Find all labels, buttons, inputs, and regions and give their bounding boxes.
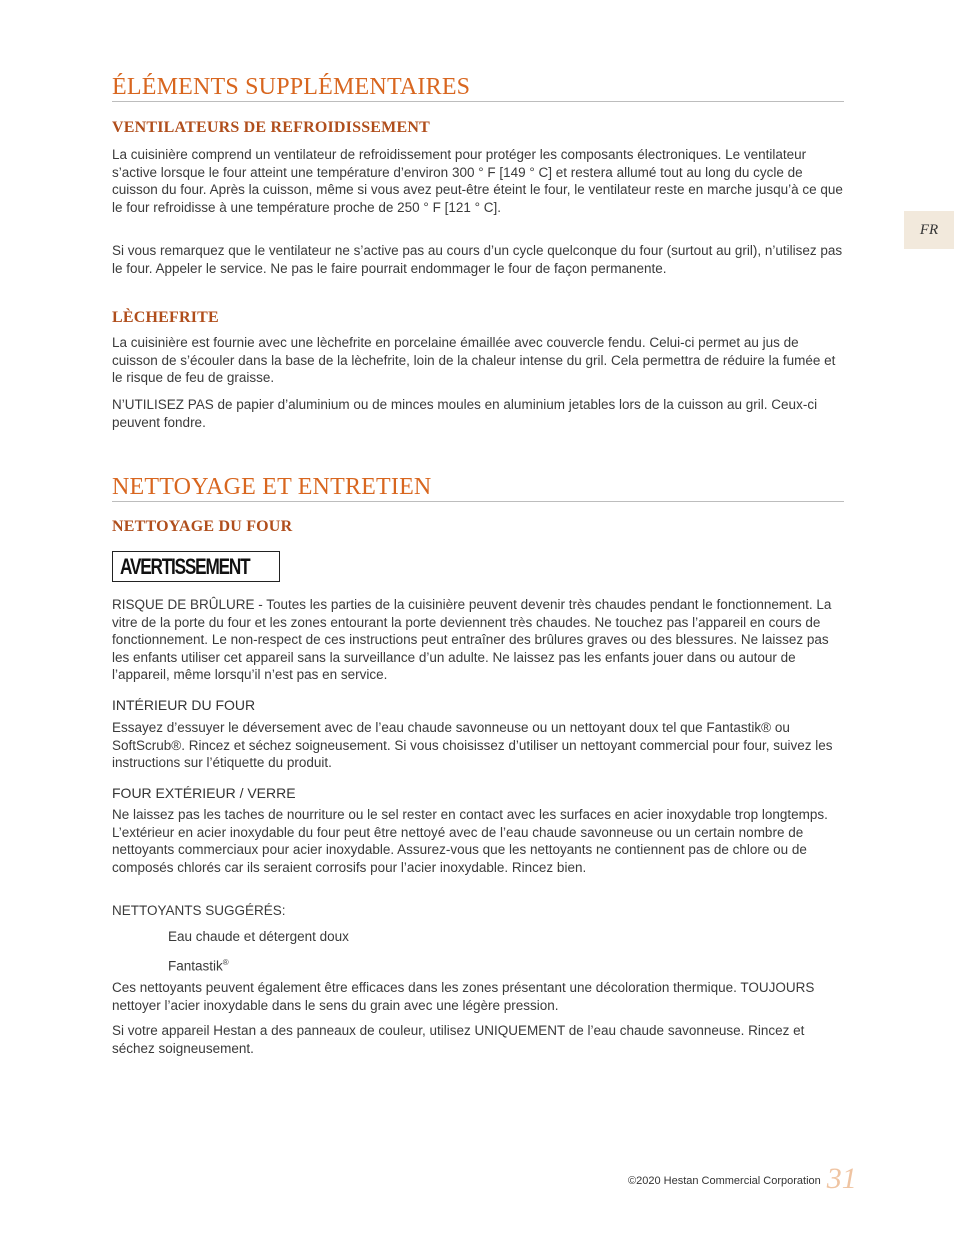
paragraph-panneaux-couleur: Si votre appareil Hestan a des panneaux de couleur, utilisez UNIQUEMENT de l’eau chaude savonneuse. Rincez et séchez soigneusement. (112, 1023, 805, 1056)
section-title-elements (112, 74, 844, 102)
paragraph-exterieur: Ne laissez pas les taches de nourriture ou le sel rester en contact avec les surfaces en acier inoxydable trop longtemps. L’extérieur en acier inoxydable du four peut être nettoyé avec de l’eau chaude savonneuse ou un certain nombre de nettoyants commerciaux pour acier inoxydable. Assurez-vous que les nettoyants ne contiennent pas de chlore ou de composés chlorés car ils seraient corrosifs pour l’acier inoxydable. Rincez bien. (112, 807, 828, 875)
warning-box (112, 551, 280, 582)
paragraph-interieur: Essayez d’essuyer le déversement avec de l’eau chaude savonneuse ou un nettoyant doux tel que Fantastik® ou SoftScrub®. Rincez et séchez soigneusement. Si vous choisissez d’utiliser un nettoyant commercial pour four, suivez les instructions sur l’étiquette du produit. (112, 720, 833, 771)
page-number: 31 (826, 1162, 857, 1195)
paragraph-lechefrite-2: N’UTILISEZ PAS de papier d’aluminium ou de minces moules en aluminium jetables lors de la cuisson au gril. Ceux-ci peuvent fondre. (112, 397, 818, 430)
warning-label: AVERTISSEMENT (120, 553, 250, 579)
heading-interieur-four: INTÉRIEUR DU FOUR (112, 697, 256, 713)
heading-nettoyage-four: NETTOYAGE DU FOUR (112, 518, 293, 535)
heading-lechefrite: LÈCHEFRITE (112, 309, 219, 326)
suggested-cleaners-label: NETTOYANTS SUGGÉRÉS: (112, 903, 286, 918)
language-tab (904, 211, 954, 249)
paragraph-ventilateurs-1: La cuisinière comprend un ventilateur de refroidissement pour protéger les composants électroniques. Le ventilateur s’active lorsque le four atteint une température d’environ 300 ° F [149 ° C] et restera allumé tout au long du cycle de cuisson du four. Après la cuisson, même si vous avez peut-être éteint le four, le ventilateur reste en marche jusqu’à ce que le four refroidisse à une température proche de 250 ° F [121 ° C]. (112, 147, 843, 215)
paragraph-nettoyants-efficaces: Ces nettoyants peuvent également être efficaces dans les zones présentant une décoloration thermique. TOUJOURS nettoyer l’acier inoxydable dans le sens du grain avec une légère pression. (112, 980, 815, 1013)
heading-four-exterieur: FOUR EXTÉRIEUR / VERRE (112, 785, 296, 801)
page-footer (628, 1164, 888, 1194)
paragraph-ventilateurs-2: Si vous remarquez que le ventilateur ne s’active pas au cours d’un cycle quelconque du four (surtout au gril), n’utilisez pas le four. Appeler le service. Ne pas le faire pourrait endommager le four de façon permanente. (112, 243, 843, 276)
heading-nettoyage-entretien: NETTOYAGE ET ENTRETIEN (112, 474, 844, 502)
list-item-fantastik-text: Fantastik (168, 958, 223, 974)
paragraph-lechefrite-1: La cuisinière est fournie avec une lèchefrite en porcelaine émaillée avec couvercle fendu. Celui-ci permet au jus de cuisson de s’écouler dans la base de la lèchefrite, loin de la chaleur intense du gril. Cela permettra de réduire la fumée et le risque de feu de graisse. (112, 335, 836, 386)
paragraph-warning: RISQUE DE BRÛLURE - Toutes les parties de la cuisinière peuvent devenir très chaudes pendant le fonctionnement. La vitre de la porte du four et les zones entourant la porte deviennent très chaudes. Ne touchez pas l’appareil en cours de fonctionnement. Le non-respect de ces instructions peut entraîner des brûlures graves ou des blessures. Ne laissez pas les enfants utiliser cet appareil sans la surveillance d’un adulte. Ne laissez pas les enfants jouer dans ou autour de l’appareil, même lorsqu’il n’est pas en service. (112, 597, 832, 683)
copyright-text: ©2020 Hestan Commercial Corporation (628, 1175, 821, 1187)
list-item-fantastik (168, 954, 900, 975)
registered-mark: ® (222, 958, 229, 967)
heading-elements-supplementaires: ÉLÉMENTS SUPPLÉMENTAIRES (112, 74, 844, 102)
heading-ventilateurs: VENTILATEURS DE REFROIDISSEMENT (112, 119, 430, 136)
list-item-eau-chaude: Eau chaude et détergent doux (168, 929, 349, 944)
language-label: FR (919, 221, 939, 238)
